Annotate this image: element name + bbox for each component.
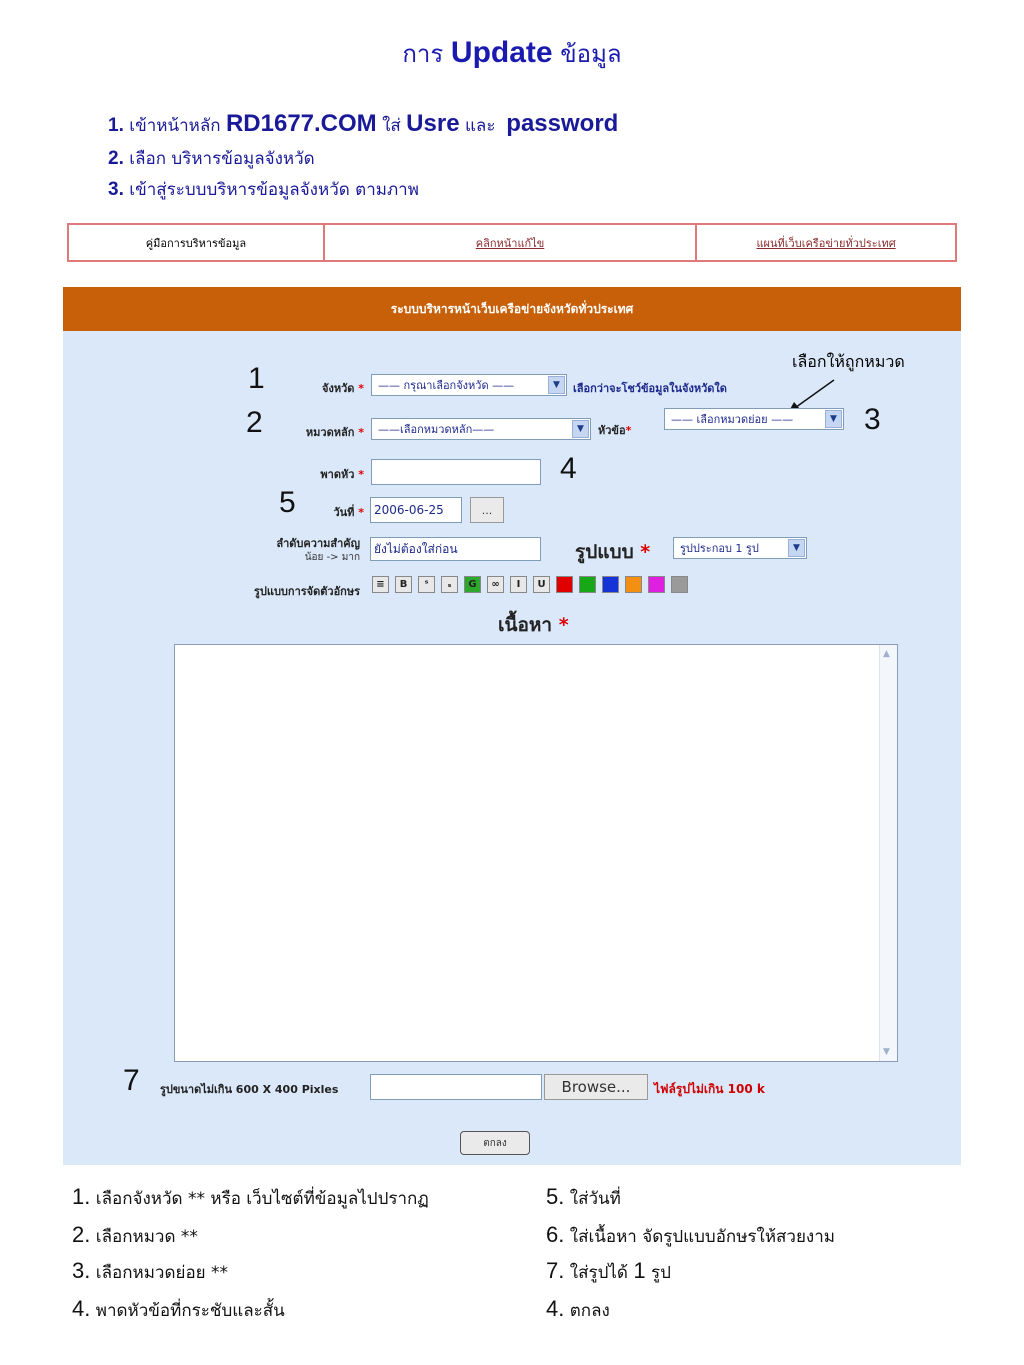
green-color-icon[interactable] (579, 576, 596, 593)
category-select[interactable]: ——เลือกหมวดหลัก—— ▼ (371, 418, 591, 440)
page-title: การ Update ข้อมูล (402, 36, 622, 69)
format-toolbar (372, 576, 688, 593)
note-1: 1. เลือกจังหวัด ** หรือ เว็บไซต์ที่ข้อมูลไปปรากฏ (72, 1184, 429, 1209)
bold-icon[interactable]: B (395, 576, 412, 593)
gray-color-icon[interactable] (671, 576, 688, 593)
note-3: 3. เลือกหมวดย่อย ** (72, 1258, 229, 1283)
note-7: 7. ใส่รูปได้ 1 รูป (546, 1258, 671, 1283)
top-navigation (67, 223, 957, 262)
priority-sub-label: น้อย -> มาก (304, 552, 360, 563)
italic-icon[interactable]: I (510, 576, 527, 593)
chevron-down-icon: ▼ (548, 376, 565, 394)
marker-4: 4 (560, 452, 577, 485)
network-map-link[interactable]: แผนที่เว็บเครือข่ายทั่วประเทศ (756, 236, 896, 250)
date-picker-button[interactable]: ... (470, 497, 504, 523)
magenta-color-icon[interactable] (648, 576, 665, 593)
chevron-up-icon: ▲ (883, 649, 890, 659)
content-label: เนื้อหา * (498, 614, 569, 636)
list-icon[interactable]: ≡ (372, 576, 389, 593)
note-8: 4. ตกลง (546, 1296, 610, 1321)
browse-button[interactable]: Browse... (544, 1074, 648, 1100)
content-textarea[interactable] (174, 644, 898, 1062)
manual-label: คู่มือการบริหารข้อมูล (69, 225, 325, 260)
priority-label: ลำดับความสำคัญ (276, 537, 360, 550)
category-label: หมวดหลัก * (305, 426, 364, 439)
chevron-down-icon: ▼ (883, 1047, 890, 1057)
note-6: 6. ใส่เนื้อหา จัดรูปแบบอักษรให้สวยงาม (546, 1222, 835, 1247)
blue-color-icon[interactable] (602, 576, 619, 593)
subcat-select[interactable]: —— เลือกหมวดย่อย —— ▼ (664, 408, 844, 430)
marker-7: 7 (123, 1064, 140, 1097)
callout-text: เลือกให้ถูกหมวด (792, 352, 905, 371)
layout-select[interactable]: รูปประกอบ 1 รูป ▼ (673, 537, 807, 559)
submit-button[interactable]: ตกลง (460, 1131, 530, 1155)
marker-1: 1 (248, 362, 265, 395)
edit-page-link[interactable]: คลิกหน้าแก้ไข (325, 225, 697, 260)
date-label: วันที่ * (333, 506, 364, 519)
marker-3: 3 (864, 403, 881, 436)
note-4: 4. พาดหัวข้อที่กระชับและสั้น (72, 1296, 285, 1321)
subscript-icon[interactable]: ₛ (441, 576, 458, 593)
image-label: รูปขนาดไม่เกิน 600 X 400 Pixles (160, 1083, 339, 1096)
step-1: 1. เข้าหน้าหลัก RD1677.COM ใส่ Usre และ password (108, 110, 619, 137)
chevron-down-icon: ▼ (825, 410, 842, 428)
orange-color-icon[interactable] (625, 576, 642, 593)
image-path-input[interactable] (370, 1074, 542, 1100)
headline-label: พาดหัว * (320, 468, 364, 481)
red-color-icon[interactable] (556, 576, 573, 593)
underline-icon[interactable]: U (533, 576, 550, 593)
date-input[interactable]: 2006-06-25 (370, 497, 462, 523)
layout-label: รูปแบบ * (575, 541, 651, 563)
chevron-down-icon: ▼ (572, 420, 589, 438)
province-label: จังหวัด * (322, 382, 364, 395)
image-icon[interactable]: G (464, 576, 481, 593)
panel-title: ระบบบริหารหน้าเว็บเครือข่ายจังหวัดทั่วประเทศ (63, 287, 961, 331)
step-3: 3. เข้าสู่ระบบบริหารข้อมูลจังหวัด ตามภาพ (108, 179, 419, 200)
note-2: 2. เลือกหมวด ** (72, 1222, 198, 1247)
province-select[interactable]: —— กรุณาเลือกจังหวัด —— ▼ (371, 374, 567, 396)
province-hint: เลือกว่าจะโชว์ข้อมูลในจังหวัดใด (573, 382, 727, 395)
subcat-label: หัวข้อ* (598, 424, 632, 437)
note-5: 5. ใส่วันที่ (546, 1184, 621, 1209)
link-icon[interactable]: ∞ (487, 576, 504, 593)
image-size-hint: ไฟล์รูปไม่เกิน 100 k (654, 1082, 765, 1096)
marker-2: 2 (246, 406, 263, 439)
marker-5: 5 (279, 486, 296, 519)
headline-input[interactable] (371, 459, 541, 485)
format-label: รูปแบบการจัดตัวอักษร (253, 585, 360, 598)
step-2: 2. เลือก บริหารข้อมูลจังหวัด (108, 148, 315, 169)
priority-input[interactable]: ยังไม่ต้องใส่ก่อน (370, 537, 541, 561)
superscript-icon[interactable]: ˢ (418, 576, 435, 593)
chevron-down-icon: ▼ (788, 539, 805, 557)
scrollbar[interactable] (879, 645, 897, 1061)
